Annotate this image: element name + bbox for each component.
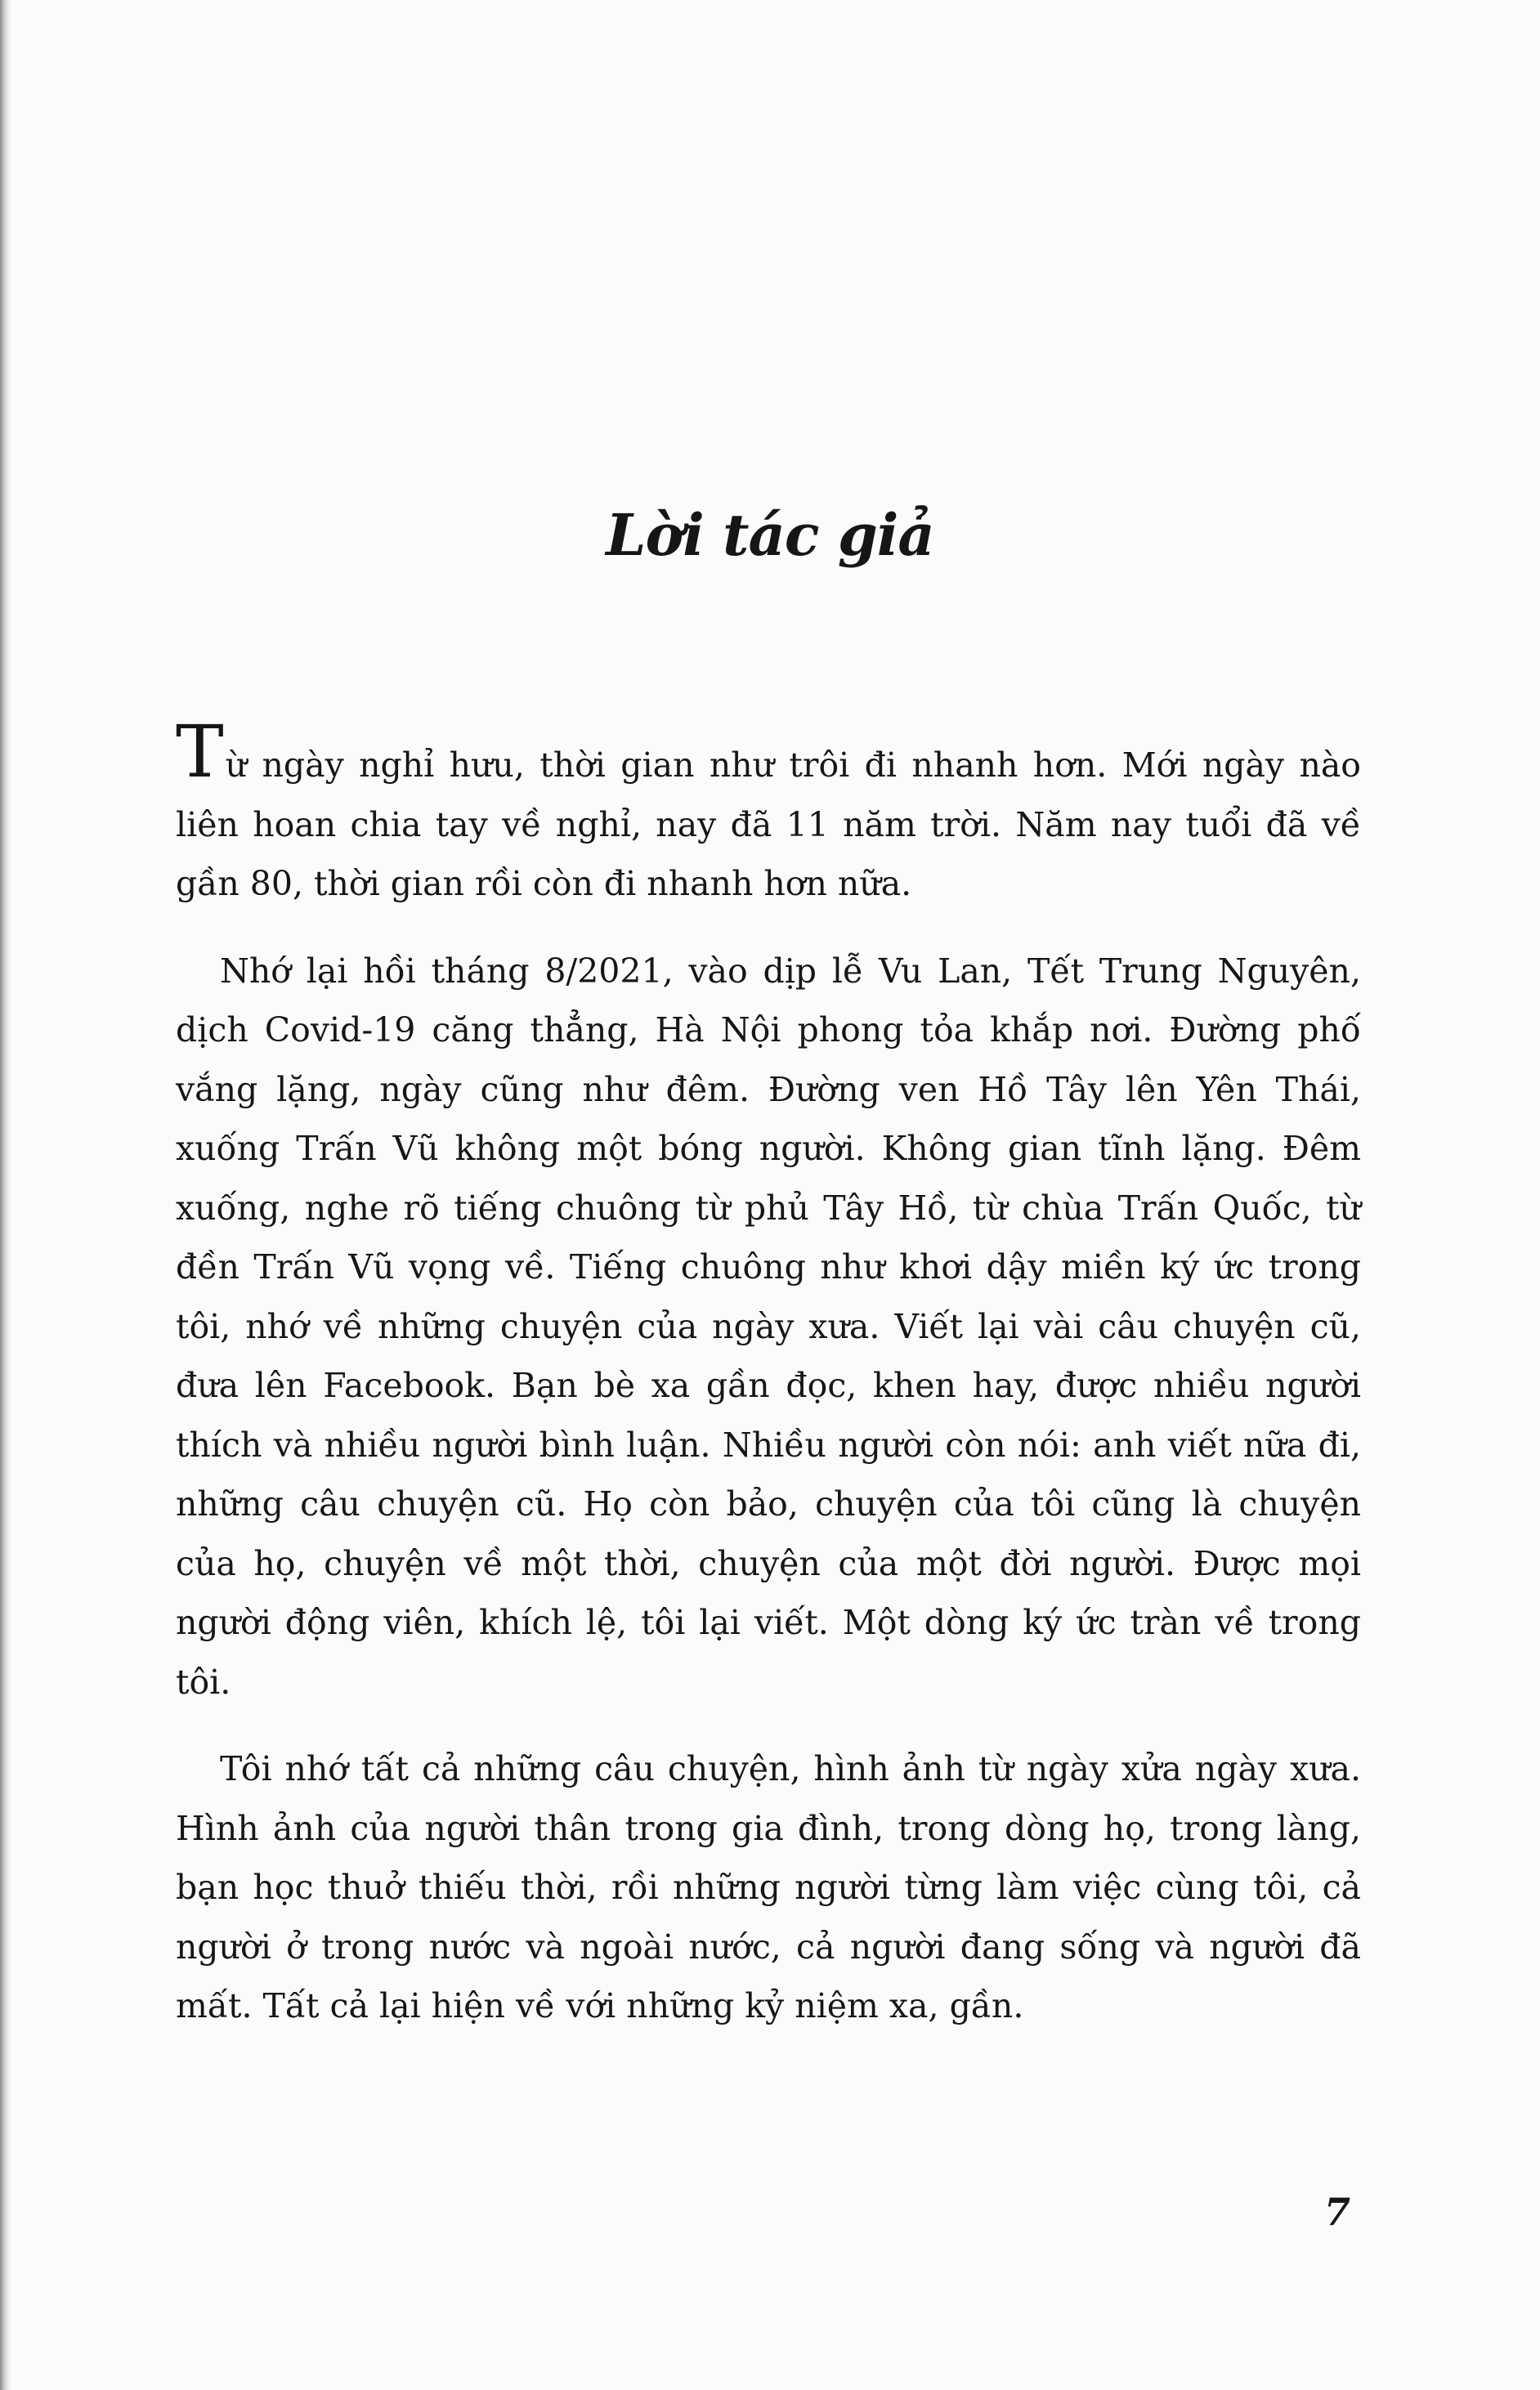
chapter-title: Lời tác giả xyxy=(606,501,934,569)
drop-cap: T xyxy=(176,709,224,794)
paragraph-3: Tôi nhớ tất cả những câu chuyện, hình ảnh từ ngày xửa ngày xưa. Hình ảnh của người thân trong gia đình, trong dòng họ, trong làng, bạn học thuở thiếu thời, rồi những người từng làm việc cùng tôi, cả người ở trong nước và ngoài nước, cả người đang sống và người đã mất. Tất cả lại hiện về với những kỷ niệm xa, gần. xyxy=(176,1749,1361,2025)
body-text xyxy=(176,709,1361,2064)
paragraph-2: Nhớ lại hồi tháng 8/2021, vào dịp lễ Vu Lan, Tết Trung Nguyên, dịch Covid-19 căng thẳng, Hà Nội phong tỏa khắp nơi. Đường phố vắng lặng, ngày cũng như đêm. Đường ven Hồ Tây lên Yên Thái, xuống Trấn Vũ không một bóng người. Không gian tĩnh lặng. Đêm xuống, nghe rõ tiếng chuông từ phủ Tây Hồ, từ chùa Trấn Quốc, từ đền Trấn Vũ vọng về. Tiếng chuông như khơi dậy miền ký ức trong tôi, nhớ về những chuyện của ngày xưa. Viết lại vài câu chuyện cũ, đưa lên Facebook. Bạn bè xa gần đọc, khen hay, được nhiều người thích và nhiều người bình luận. Nhiều người còn nói: anh viết nữa đi, những câu chuyện cũ. Họ còn bảo, chuyện của tôi cũng là chuyện của họ, chuyện về một thời, chuyện của một đời người. Được mọi người động viên, khích lệ, tôi lại viết. Một dòng ký ức tràn về trong tôi. xyxy=(176,951,1361,1702)
paragraph-1 xyxy=(176,709,1361,914)
paragraph-1-text: ừ ngày nghỉ hưu, thời gian như trôi đi nhanh hơn. Mới ngày nào liên hoan chia tay về nghỉ, nay đã 11 năm trời. Năm nay tuổi đã về gần 80, thời gian rồi còn đi nhanh hơn nữa. xyxy=(176,745,1361,903)
page-number: 7 xyxy=(1323,2190,1350,2234)
